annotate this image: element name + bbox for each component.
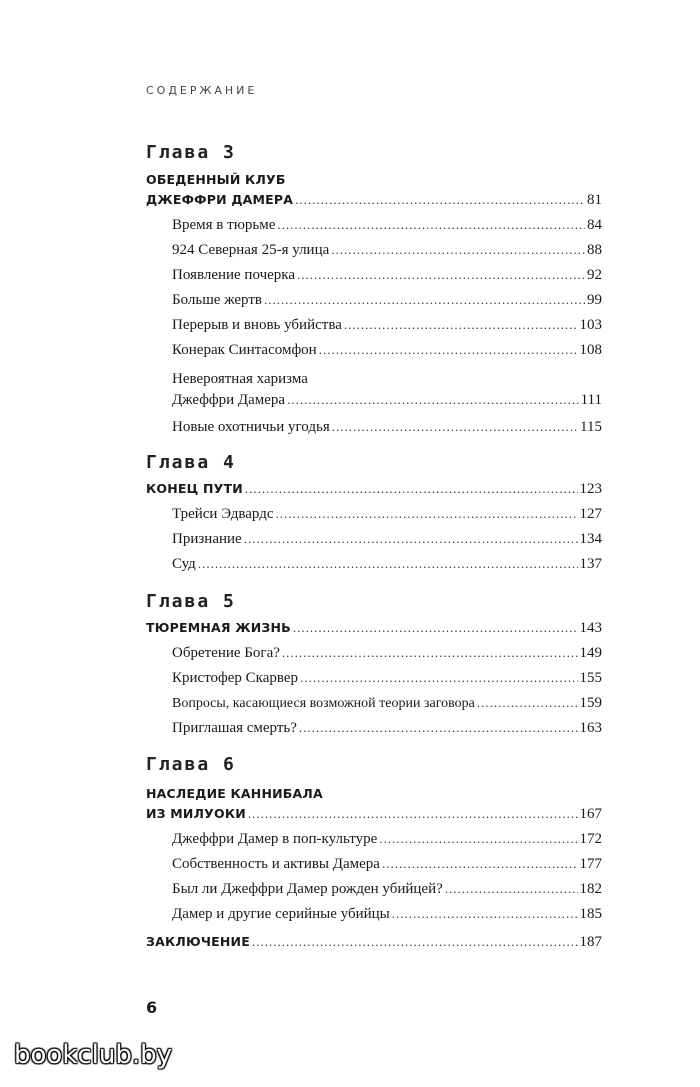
leader-dots	[445, 881, 578, 897]
leader-dots	[277, 217, 585, 233]
chapter-3-label: Глава 3	[146, 142, 236, 163]
toc-entry-page: 163	[579, 720, 602, 736]
chapter-3-title-line1: ОБЕДЕННЫЙ КЛУБ	[146, 172, 286, 187]
toc-entry-page: 167	[579, 806, 602, 822]
toc-entry[interactable]	[146, 342, 602, 366]
leader-dots	[382, 856, 578, 872]
toc-entry[interactable]	[146, 267, 602, 291]
toc-entry-page: 103	[579, 317, 602, 333]
toc-entry[interactable]	[146, 317, 602, 341]
watermark-logo: bookclub.by	[14, 1040, 173, 1070]
toc-entry-page: 115	[580, 419, 602, 435]
toc-entry-title: ТЮРЕМНАЯ ЖИЗНЬ	[146, 620, 291, 635]
toc-entry-chapter-4[interactable]	[146, 481, 602, 505]
toc-entry-page: 149	[579, 645, 602, 661]
toc-entry-page: 92	[587, 267, 602, 283]
toc-entry-title: Суд	[172, 556, 196, 572]
leader-dots	[299, 720, 578, 736]
toc-entry-title: Больше жертв	[172, 292, 262, 308]
toc-entry-page: 108	[579, 342, 602, 358]
toc-entry-title: Новые охотничьи угодья	[172, 419, 330, 435]
chapter-6-title-line1: НАСЛЕДИЕ КАННИБАЛА	[146, 786, 323, 801]
toc-entry[interactable]	[146, 906, 602, 930]
leader-dots	[344, 317, 578, 333]
toc-entry-title: Джеффри Дамер в поп-культуре	[172, 831, 378, 847]
toc-entry-page: 99	[587, 292, 602, 308]
toc-entry-page: 172	[579, 831, 602, 847]
toc-entry-page: 155	[579, 670, 602, 686]
toc-entry[interactable]	[146, 720, 602, 744]
toc-entry-title: Обретение Бога?	[172, 645, 280, 661]
toc-entry[interactable]	[146, 881, 602, 905]
toc-entry-page: 111	[580, 392, 602, 408]
toc-entry[interactable]	[146, 670, 602, 694]
toc-entry-title: Кристофер Скарвер	[172, 670, 299, 686]
leader-dots	[287, 392, 579, 408]
leader-dots	[198, 556, 578, 572]
toc-entry-title: Появление почерка	[172, 267, 295, 283]
toc-entry-page: 81	[587, 192, 602, 208]
toc-entry-title: КОНЕЦ ПУТИ	[146, 481, 243, 496]
chapter-4-label: Глава 4	[146, 452, 236, 473]
toc-entry-title: Дамер и другие серийные убийцы	[172, 906, 390, 922]
leader-dots	[295, 192, 585, 208]
leader-dots	[252, 934, 578, 950]
toc-entry-title: Признание	[172, 531, 242, 547]
toc-entry[interactable]	[146, 419, 602, 443]
leader-dots	[293, 620, 578, 636]
toc-entry-conclusion[interactable]	[146, 934, 602, 958]
toc-entry[interactable]	[146, 856, 602, 880]
leader-dots	[331, 242, 585, 258]
toc-entry-title-line1: Невероятная харизма	[172, 371, 308, 387]
toc-entry-title: Джеффри Дамера	[172, 392, 286, 408]
toc-entry[interactable]	[146, 831, 602, 855]
toc-entry-page: 88	[587, 242, 602, 258]
leader-dots	[297, 267, 585, 283]
chapter-6-label: Глава 6	[146, 754, 236, 775]
toc-entry[interactable]	[146, 242, 602, 266]
toc-entry-title: ИЗ МИЛУОКИ	[146, 806, 246, 821]
toc-entry-title: Конерак Синтасомфон	[172, 342, 317, 358]
toc-entry-page: 84	[587, 217, 602, 233]
toc-entry-page: 185	[579, 906, 602, 922]
toc-entry[interactable]	[146, 695, 602, 719]
toc-entry[interactable]	[146, 217, 602, 241]
leader-dots	[319, 342, 578, 358]
toc-entry[interactable]	[146, 556, 602, 580]
toc-entry[interactable]	[146, 506, 602, 530]
leader-dots	[248, 806, 578, 822]
toc-entry-chapter-6[interactable]	[146, 806, 602, 830]
toc-entry[interactable]	[146, 645, 602, 669]
toc-entry-page: 143	[579, 620, 602, 636]
toc-entry-title: Вопросы, касающиеся возможной теории заговора	[172, 696, 475, 711]
toc-entry-title: ЗАКЛЮЧЕНИЕ	[146, 934, 250, 949]
toc-entry[interactable]	[146, 292, 602, 316]
toc-entry-title: Время в тюрьме	[172, 217, 276, 233]
toc-entry-title: Был ли Джеффри Дамер рожден убийцей?	[172, 881, 443, 897]
page-number: 6	[146, 998, 158, 1017]
leader-dots	[300, 670, 577, 686]
toc-entry-page: 159	[579, 695, 602, 711]
toc-entry-chapter-3[interactable]	[146, 192, 602, 216]
toc-entry[interactable]	[146, 392, 602, 416]
leader-dots	[332, 419, 578, 435]
leader-dots	[264, 292, 585, 308]
toc-entry[interactable]	[146, 531, 602, 555]
toc-entry-page: 137	[579, 556, 602, 572]
leader-dots	[379, 831, 577, 847]
leader-dots	[276, 506, 578, 522]
toc-entry-title: 924 Северная 25-я улица	[172, 242, 330, 258]
leader-dots	[477, 695, 578, 711]
toc-entry-page: 187	[579, 934, 602, 950]
toc-entry-page: 134	[579, 531, 602, 547]
toc-header: СОДЕРЖАНИЕ	[146, 84, 258, 97]
toc-entry-title: Трейси Эдвардс	[172, 506, 274, 522]
toc-entry-title: Приглашая смерть?	[172, 720, 297, 736]
chapter-5-label: Глава 5	[146, 591, 236, 612]
toc-entry-page: 177	[579, 856, 602, 872]
toc-entry-title: Собственность и активы Дамера	[172, 856, 380, 872]
toc-entry-chapter-5[interactable]	[146, 620, 602, 644]
leader-dots	[392, 906, 578, 922]
leader-dots	[244, 531, 578, 547]
leader-dots	[245, 481, 578, 497]
toc-entry-page: 123	[579, 481, 602, 497]
toc-entry-title: Перерыв и вновь убийства	[172, 317, 342, 333]
toc-entry-page: 182	[579, 881, 602, 897]
toc-entry-page: 127	[579, 506, 602, 522]
toc-entry-title: ДЖЕФФРИ ДАМЕРА	[146, 192, 294, 207]
leader-dots	[282, 645, 578, 661]
